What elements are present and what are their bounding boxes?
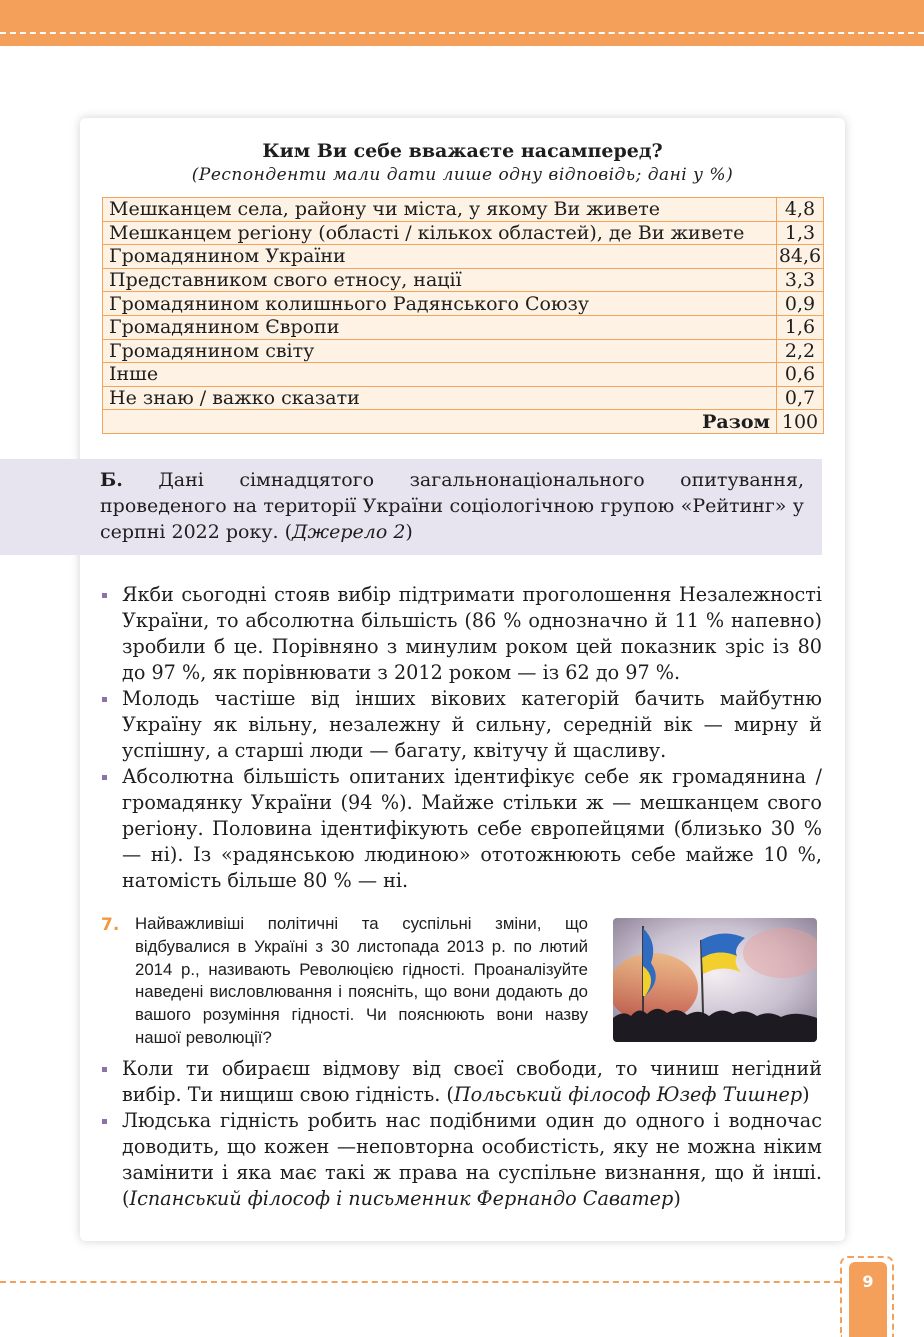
row-value: 84,6 xyxy=(777,245,824,269)
table-subtitle: (Респонденти мали дати лише одну відповідь; дані у %) xyxy=(191,165,734,185)
task-number: 7. xyxy=(101,915,120,935)
table-row xyxy=(103,363,824,387)
row-label: Мешканцем регіону (області / кількох областей), де Ви живете xyxy=(103,221,777,245)
table-row xyxy=(103,339,824,363)
row-label: Громадянином України xyxy=(103,245,777,269)
bullet-text: Якби сьогодні стояв вибір підтримати проголошення Незалежності України, то абсолютна більшість (86 % однозначно й 11 % напевно) зробили б це. Порівняно з минулим роком цей показник зріс із 80 до 97 %, як порівнювати з 2012 роком — із 62 до 97 %. xyxy=(122,583,822,684)
quote-author: Польський філософ Юзеф Тишнер xyxy=(453,1083,803,1106)
bullet-marker-icon xyxy=(102,1067,107,1072)
list-item xyxy=(100,582,822,686)
page-number: 9 xyxy=(849,1262,887,1337)
table-row xyxy=(103,268,824,292)
quote-close: ) xyxy=(673,1187,681,1210)
row-value: 1,6 xyxy=(777,315,824,339)
survey-bullets xyxy=(100,582,822,894)
row-value: 4,8 xyxy=(777,198,824,222)
section-b-letter: Б. xyxy=(100,469,123,491)
table-row xyxy=(103,245,824,269)
row-label: Громадянином Європи xyxy=(103,315,777,339)
top-dashed-line xyxy=(0,32,924,34)
row-label: Інше xyxy=(103,363,777,387)
quote-close: ) xyxy=(802,1083,810,1106)
bullet-marker-icon xyxy=(102,775,107,780)
row-label: Громадянином колишнього Радянського Союзу xyxy=(103,292,777,316)
list-item xyxy=(100,764,822,894)
quotes-list xyxy=(100,1056,822,1212)
section-b-text xyxy=(100,467,804,545)
list-item xyxy=(100,686,822,764)
row-value: 3,3 xyxy=(777,268,824,292)
table-title: Ким Ви себе вважаєте насамперед? xyxy=(262,140,663,162)
table-row xyxy=(103,386,824,410)
section-b-body: Дані сімнадцятого загальнонаціонального опитування, проведеного на території України соціологічною групою «Рейтинг» у серпні 2022 року. ( xyxy=(100,469,804,543)
row-label: Мешканцем села, району чи міста, у якому Ви живете xyxy=(103,198,777,222)
bullet-text: Абсолютна більшість опитаних ідентифікує себе як громадянина / громадянку України (94 %). Майже стільки ж — мешканцем свого регіону. Половина ідентифікують себе європейцями (близько 30 % — ні). Із «радянською людиною» ототожнюють себе майже 10 %, натомість більше 80 % — ні. xyxy=(122,765,822,892)
table-total-row xyxy=(103,410,824,434)
quote-author: Іспанський філософ і письменник Фернандо Саватер xyxy=(129,1187,674,1210)
total-value: 100 xyxy=(777,410,824,434)
row-value: 0,7 xyxy=(777,386,824,410)
quote-text: Коли ти обираєш відмову від своєї свободи, то чиниш негідний вибір. Ти нищиш свою гідність. ( xyxy=(122,1057,822,1106)
table-row xyxy=(103,198,824,222)
bullet-marker-icon xyxy=(102,593,107,598)
quote-text: Людська гідність робить нас подібними один до одного і водночас доводить, що кожен —неповторна особистість, яку не можна ніким замінити і яка має такі ж права на суспільне визнання, що й інші. ( xyxy=(122,1109,822,1210)
top-decor-band xyxy=(0,0,924,46)
row-value: 1,3 xyxy=(777,221,824,245)
row-value: 2,2 xyxy=(777,339,824,363)
row-label: Громадянином світу xyxy=(103,339,777,363)
bullet-text: Молодь частіше від інших вікових категорій бачить майбутню Україну як вільну, незалежну й сильну, середній вік — мирну й успішну, а старші люди — багату, квітучу й щасливу. xyxy=(122,687,822,762)
row-value: 0,6 xyxy=(777,363,824,387)
list-item xyxy=(100,1108,822,1212)
task-text: Найважливіші політичні та суспільні зміни, що відбувалися в Україні з 30 листопада 2013 р. по лютий 2014 р., називають Революцією гідності. Проаналізуйте наведені висловлювання і поясніть, що вони додають до вашого розуміння гідності. Чи пояснюють вони назву нашої революції? xyxy=(135,914,588,1047)
survey-table xyxy=(102,197,824,434)
table-row xyxy=(103,315,824,339)
revolution-photo xyxy=(613,918,817,1042)
bottom-dashed-line xyxy=(0,1281,840,1283)
table-row xyxy=(103,292,824,316)
table-row xyxy=(103,221,824,245)
section-b-close: ) xyxy=(405,521,413,543)
section-b-source: Джерело 2 xyxy=(292,521,406,543)
row-label: Не знаю / важко сказати xyxy=(103,386,777,410)
bullet-marker-icon xyxy=(102,1119,107,1124)
row-value: 0,9 xyxy=(777,292,824,316)
bullet-marker-icon xyxy=(102,697,107,702)
row-label: Представником свого етносу, нації xyxy=(103,268,777,292)
list-item xyxy=(100,1056,822,1108)
total-label: Разом xyxy=(103,410,777,434)
protest-flag-image-icon xyxy=(613,918,817,1042)
